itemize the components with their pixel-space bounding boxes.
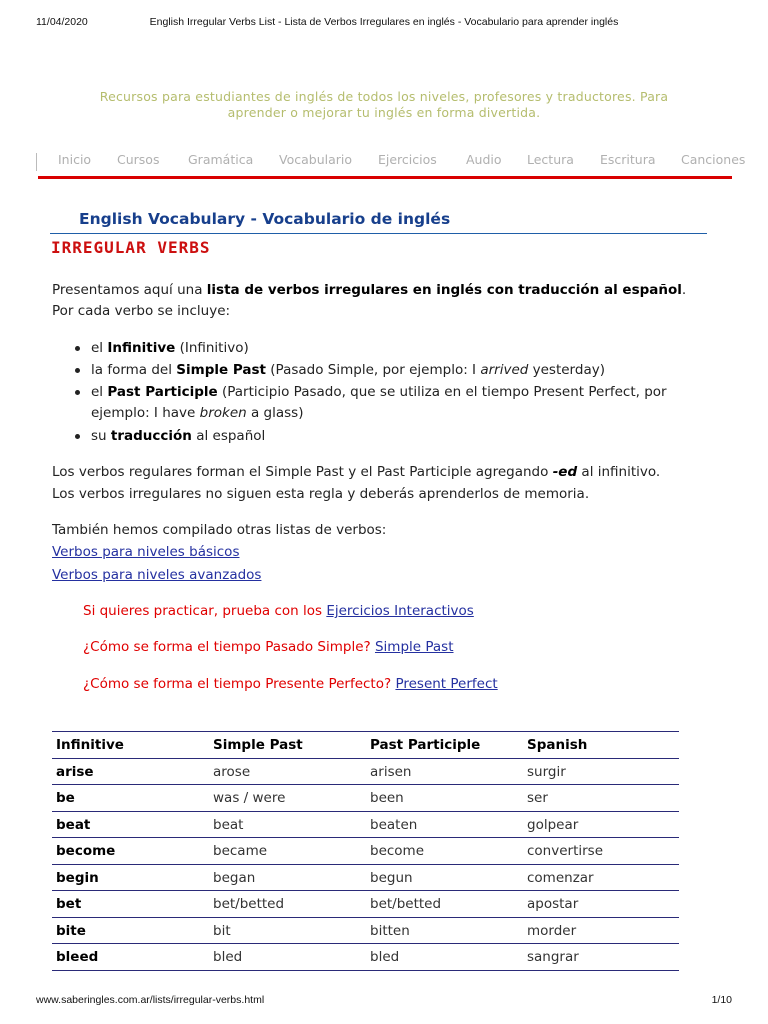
link-present-perfect[interactable]: Present Perfect (395, 676, 498, 692)
lists-link-row-1 (52, 543, 239, 561)
table-rule (52, 943, 679, 944)
print-page-count: 1/10 (711, 994, 732, 1006)
bullet-text: el (91, 340, 108, 356)
table-cell-past-participle: bled (370, 949, 400, 965)
table-cell-past-participle: become (370, 843, 425, 859)
link-basic-verbs[interactable]: Verbos para niveles básicos (52, 544, 240, 560)
bullet-dot (75, 390, 80, 395)
table-rule (52, 758, 679, 759)
lists-link-row-2 (52, 566, 261, 584)
bullet-translation (91, 427, 265, 445)
callout-text: Si quieres practicar, prueba con los (83, 603, 327, 619)
callout-present-perfect (83, 675, 498, 693)
regular-text: al infinitivo. (577, 464, 661, 480)
intro-emphasis: lista de verbos irregulares en inglés con traducción al español (206, 282, 682, 298)
table-cell-past-participle: arisen (370, 764, 412, 780)
bullet-text: a glass) (246, 405, 304, 421)
nav-item-audio[interactable]: Audio (466, 152, 502, 167)
intro-period: . (681, 282, 687, 298)
table-rule (52, 890, 679, 891)
table-cell-past-participle: beaten (370, 817, 418, 833)
table-header-simple-past: Simple Past (213, 737, 303, 753)
nav-item-vocabulario[interactable]: Vocabulario (279, 152, 353, 167)
bullet-text: al español (191, 428, 266, 444)
intro-line-2: Por cada verbo se incluye: (52, 303, 231, 319)
table-rule (52, 917, 679, 918)
print-title: English Irregular Verbs List - Lista de Verbos Irregulares en inglés - Vocabulario para aprender inglés (149, 16, 619, 28)
print-header (0, 16, 768, 30)
table-rule (52, 731, 679, 732)
table-header-past-participle: Past Participle (370, 737, 481, 753)
table-cell-simple-past: was / were (213, 790, 286, 806)
regular-text: Los verbos regulares forman el Simple Past y el Past Participle agregando (52, 464, 553, 480)
nav-item-lectura[interactable]: Lectura (527, 152, 574, 167)
table-cell-infinitive: be (56, 790, 75, 806)
table-rule (52, 864, 679, 865)
table-cell-past-participle: begun (370, 870, 413, 886)
bullet-text: la forma del (91, 362, 177, 378)
intro-text: Presentamos aquí una (52, 282, 207, 298)
regular-suffix: -ed (552, 464, 578, 480)
link-simple-past[interactable]: Simple Past (374, 639, 454, 655)
table-cell-past-participle: bet/betted (370, 896, 442, 912)
bullet-text: (Pasado Simple, por ejemplo: I (265, 362, 481, 378)
main-nav (36, 152, 746, 171)
table-cell-simple-past: arose (213, 764, 251, 780)
page-heading: IRREGULAR VERBS (51, 238, 211, 257)
table-cell-past-participle: bitten (370, 923, 410, 939)
print-date: 11/04/2020 (36, 16, 88, 28)
table-cell-spanish: morder (527, 923, 577, 939)
bullet-text: su (91, 428, 111, 444)
table-cell-spanish: ser (527, 790, 548, 806)
bullet-example: arrived (480, 362, 529, 378)
callout-practice (83, 602, 474, 620)
print-footer (0, 994, 768, 1008)
bullet-simple-past (91, 361, 605, 379)
table-cell-infinitive: beat (56, 817, 91, 833)
table-cell-infinitive: become (56, 843, 116, 859)
table-cell-simple-past: bled (213, 949, 243, 965)
link-interactive-exercises[interactable]: Ejercicios Interactivos (326, 603, 474, 619)
nav-item-inicio[interactable]: Inicio (58, 152, 92, 167)
table-cell-simple-past: bet/betted (213, 896, 285, 912)
nav-item-cursos[interactable]: Cursos (117, 152, 160, 167)
table-cell-spanish: convertirse (527, 843, 604, 859)
table-cell-infinitive: arise (56, 764, 94, 780)
intro-line-1 (52, 281, 686, 299)
site-tagline (60, 89, 708, 121)
lists-intro: También hemos compilado otras listas de verbos: (52, 522, 387, 538)
bullet-text: yesterday) (528, 362, 605, 378)
bullet-infinitive (91, 339, 249, 357)
bullet-text: (Participio Pasado, que se utiliza en el tiempo Present Perfect, por (217, 384, 667, 400)
table-cell-spanish: surgir (527, 764, 566, 780)
bullet-term: Past Participle (107, 384, 218, 400)
section-divider (50, 233, 707, 234)
table-rule (52, 970, 679, 971)
callout-text: ¿Cómo se forma el tiempo Pasado Simple? (83, 639, 375, 655)
tagline-line-1: Recursos para estudiantes de inglés de todos los niveles, profesores y traductores. Para (99, 89, 669, 104)
link-advanced-verbs[interactable]: Verbos para niveles avanzados (52, 567, 262, 583)
bullet-past-participle-cont (91, 404, 303, 422)
callout-simple-past (83, 638, 454, 656)
regular-line-2: Los verbos irregulares no siguen esta regla y deberás aprenderlos de memoria. (52, 486, 590, 502)
nav-item-ejercicios[interactable]: Ejercicios (378, 152, 437, 167)
bullet-text: ejemplo: I have (91, 405, 200, 421)
tagline-line-2: aprender o mejorar tu inglés en forma divertida. (227, 105, 541, 120)
table-cell-infinitive: bite (56, 923, 86, 939)
nav-item-escritura[interactable]: Escritura (600, 152, 656, 167)
table-rule (52, 811, 679, 812)
bullet-example: broken (199, 405, 247, 421)
table-cell-spanish: sangrar (527, 949, 579, 965)
table-rule (52, 837, 679, 838)
table-cell-infinitive: begin (56, 870, 99, 886)
table-cell-spanish: golpear (527, 817, 579, 833)
bullet-term: traducción (110, 428, 192, 444)
table-header-infinitive: Infinitive (56, 737, 124, 753)
nav-item-canciones[interactable]: Canciones (681, 152, 746, 167)
bullet-past-participle (91, 383, 667, 401)
nav-item-gramatica[interactable]: Gramática (188, 152, 254, 167)
table-cell-spanish: apostar (527, 896, 579, 912)
bullet-term: Simple Past (176, 362, 266, 378)
table-rule (52, 784, 679, 785)
table-cell-past-participle: been (370, 790, 404, 806)
table-cell-infinitive: bleed (56, 949, 99, 965)
nav-underline (38, 176, 732, 179)
table-cell-simple-past: became (213, 843, 268, 859)
table-cell-spanish: comenzar (527, 870, 594, 886)
table-header-spanish: Spanish (527, 737, 588, 753)
bullet-term: Infinitive (107, 340, 176, 356)
print-url: www.saberingles.com.ar/lists/irregular-verbs.html (36, 994, 265, 1006)
bullet-text: (Infinitivo) (175, 340, 249, 356)
table-cell-simple-past: beat (213, 817, 244, 833)
table-cell-infinitive: bet (56, 896, 82, 912)
bullet-dot (75, 346, 80, 351)
bullet-text: el (91, 384, 108, 400)
callout-text: ¿Cómo se forma el tiempo Presente Perfecto? (83, 676, 396, 692)
bullet-dot (75, 368, 80, 373)
table-cell-simple-past: began (213, 870, 256, 886)
section-title: English Vocabulary - Vocabulario de inglés (79, 210, 451, 228)
bullet-dot (75, 434, 80, 439)
table-cell-simple-past: bit (213, 923, 231, 939)
regular-line-1 (52, 463, 660, 481)
